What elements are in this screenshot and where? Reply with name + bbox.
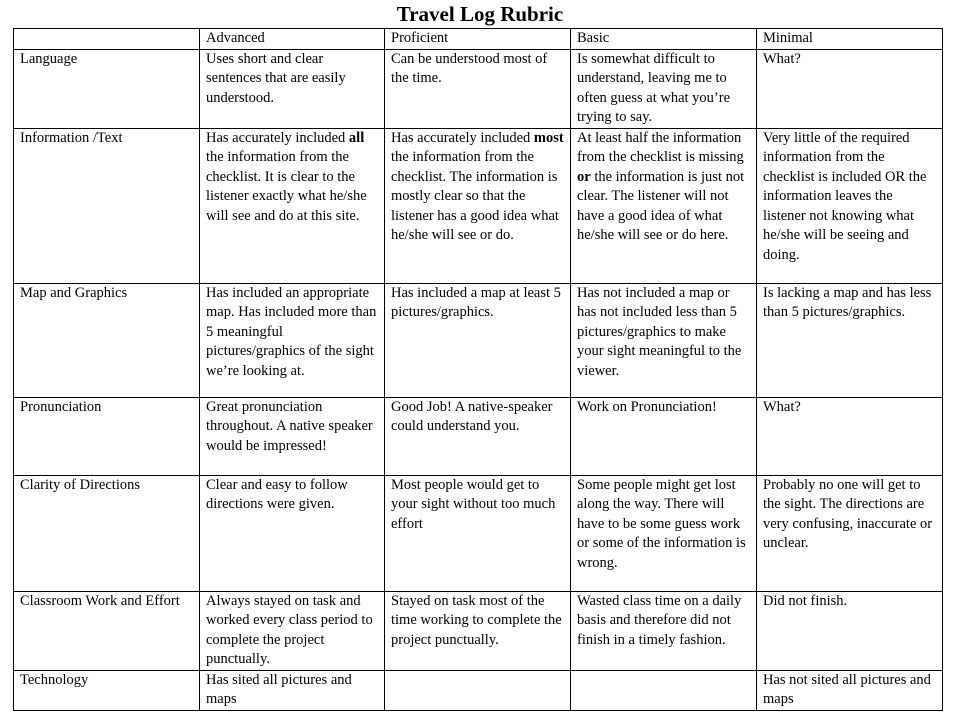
table-row: [14, 128, 943, 283]
header-row: [14, 29, 943, 50]
rubric-table: [13, 28, 943, 711]
cell-text: Is lacking a map and has less than 5 pictures/graphics.: [763, 284, 932, 320]
criterion-cell: Pronunciation: [14, 397, 200, 475]
criterion-cell: Classroom Work and Effort: [14, 591, 200, 670]
criterion-cell: Technology: [14, 670, 200, 710]
column-header-minimal: Minimal: [757, 29, 943, 50]
advanced-cell: [200, 475, 385, 591]
proficient-cell: [385, 591, 571, 670]
cell-text: Most people would get to your sight without too much effort: [391, 476, 556, 532]
minimal-cell: [757, 397, 943, 475]
cell-text: the information from the checklist. It is clear to the listener exactly what he/she will see and do at this site.: [206, 149, 367, 224]
minimal-cell: [757, 283, 943, 397]
advanced-cell: [200, 128, 385, 283]
cell-text: Some people might get lost along the way. There will have to be some guess work or some of the information is wrong.: [577, 476, 746, 571]
table-row: [14, 49, 943, 128]
cell-text: Wasted class time on a daily basis and therefore did not finish in a timely fashion.: [577, 592, 742, 648]
minimal-cell: [757, 49, 943, 128]
cell-text: Very little of the required information from the checklist is included OR the information leaves the listener not knowing what he/she will be seeing and doing.: [763, 129, 927, 263]
basic-cell: [571, 397, 757, 475]
cell-text: Has not included a map or has not included less than 5 pictures/graphics to make your sight meaningful to the viewer.: [577, 284, 742, 379]
cell-text: Did not finish.: [763, 592, 848, 609]
criterion-cell: Clarity of Directions: [14, 475, 200, 591]
basic-cell: [571, 670, 757, 710]
emphasis-text: all: [348, 129, 365, 146]
minimal-cell: [757, 475, 943, 591]
proficient-cell: [385, 49, 571, 128]
basic-cell: [571, 475, 757, 591]
cell-text: Has included an appropriate map. Has included more than 5 meaningful pictures/graphics of the sight we’re looking at.: [206, 284, 377, 379]
cell-text: Clear and easy to follow directions were given.: [206, 476, 348, 512]
advanced-cell: [200, 283, 385, 397]
basic-cell: [571, 591, 757, 670]
proficient-cell: [385, 397, 571, 475]
cell-text: Has accurately included: [206, 129, 349, 146]
table-row: [14, 475, 943, 591]
criterion-cell: Information /Text: [14, 128, 200, 283]
advanced-cell: [200, 591, 385, 670]
proficient-cell: [385, 283, 571, 397]
basic-cell: [571, 128, 757, 283]
cell-text: Has sited all pictures and maps: [206, 671, 352, 707]
cell-text: Probably no one will get to the sight. The directions are very confusing, inaccurate or unclear.: [763, 476, 933, 551]
cell-text: Stayed on task most of the time working to complete the project punctually.: [391, 592, 562, 648]
cell-text: Always stayed on task and worked every class period to complete the project punctually.: [206, 592, 373, 667]
table-row: [14, 397, 943, 475]
cell-text: Uses short and clear sentences that are easily understood.: [206, 50, 346, 106]
minimal-cell: [757, 128, 943, 283]
cell-text: Is somewhat difficult to understand, leaving me to often guess at what you’re trying to say.: [577, 50, 731, 125]
proficient-cell: [385, 128, 571, 283]
cell-text: What?: [763, 398, 801, 415]
table-row: [14, 670, 943, 710]
cell-text: Good Job! A native-speaker could understand you.: [391, 398, 553, 434]
cell-text: Has accurately included: [391, 129, 534, 146]
basic-cell: [571, 49, 757, 128]
criterion-cell: Map and Graphics: [14, 283, 200, 397]
proficient-cell: [385, 670, 571, 710]
minimal-cell: [757, 591, 943, 670]
cell-text: Has not sited all pictures and maps: [763, 671, 931, 707]
minimal-cell: [757, 670, 943, 710]
emphasis-text: most: [533, 129, 564, 146]
basic-cell: [571, 283, 757, 397]
advanced-cell: [200, 49, 385, 128]
advanced-cell: [200, 670, 385, 710]
column-header-advanced: Advanced: [200, 29, 385, 50]
cell-text: Work on Pronunciation!: [577, 398, 717, 415]
cell-text: the information is just not clear. The listener will not have a good idea of what he/she will see or do here.: [577, 168, 745, 243]
cell-text: At least half the information from the checklist is missing: [577, 129, 744, 165]
cell-text: Has included a map at least 5 pictures/graphics.: [391, 284, 561, 320]
table-row: [14, 591, 943, 670]
cell-text: Can be understood most of the time.: [391, 50, 548, 86]
table-row: [14, 283, 943, 397]
emphasis-text: or: [577, 168, 591, 185]
criterion-cell: Language: [14, 49, 200, 128]
page-title: Travel Log Rubric: [396, 2, 564, 26]
column-header-criterion: [14, 29, 200, 50]
proficient-cell: [385, 475, 571, 591]
column-header-basic: Basic: [571, 29, 757, 50]
cell-text: Great pronunciation throughout. A native speaker would be impressed!: [206, 398, 373, 454]
cell-text: What?: [763, 50, 801, 67]
cell-text: the information from the checklist. The information is mostly clear so that the listener has a good idea what he/she will see or do.: [391, 149, 559, 243]
column-header-proficient: Proficient: [385, 29, 571, 50]
advanced-cell: [200, 397, 385, 475]
